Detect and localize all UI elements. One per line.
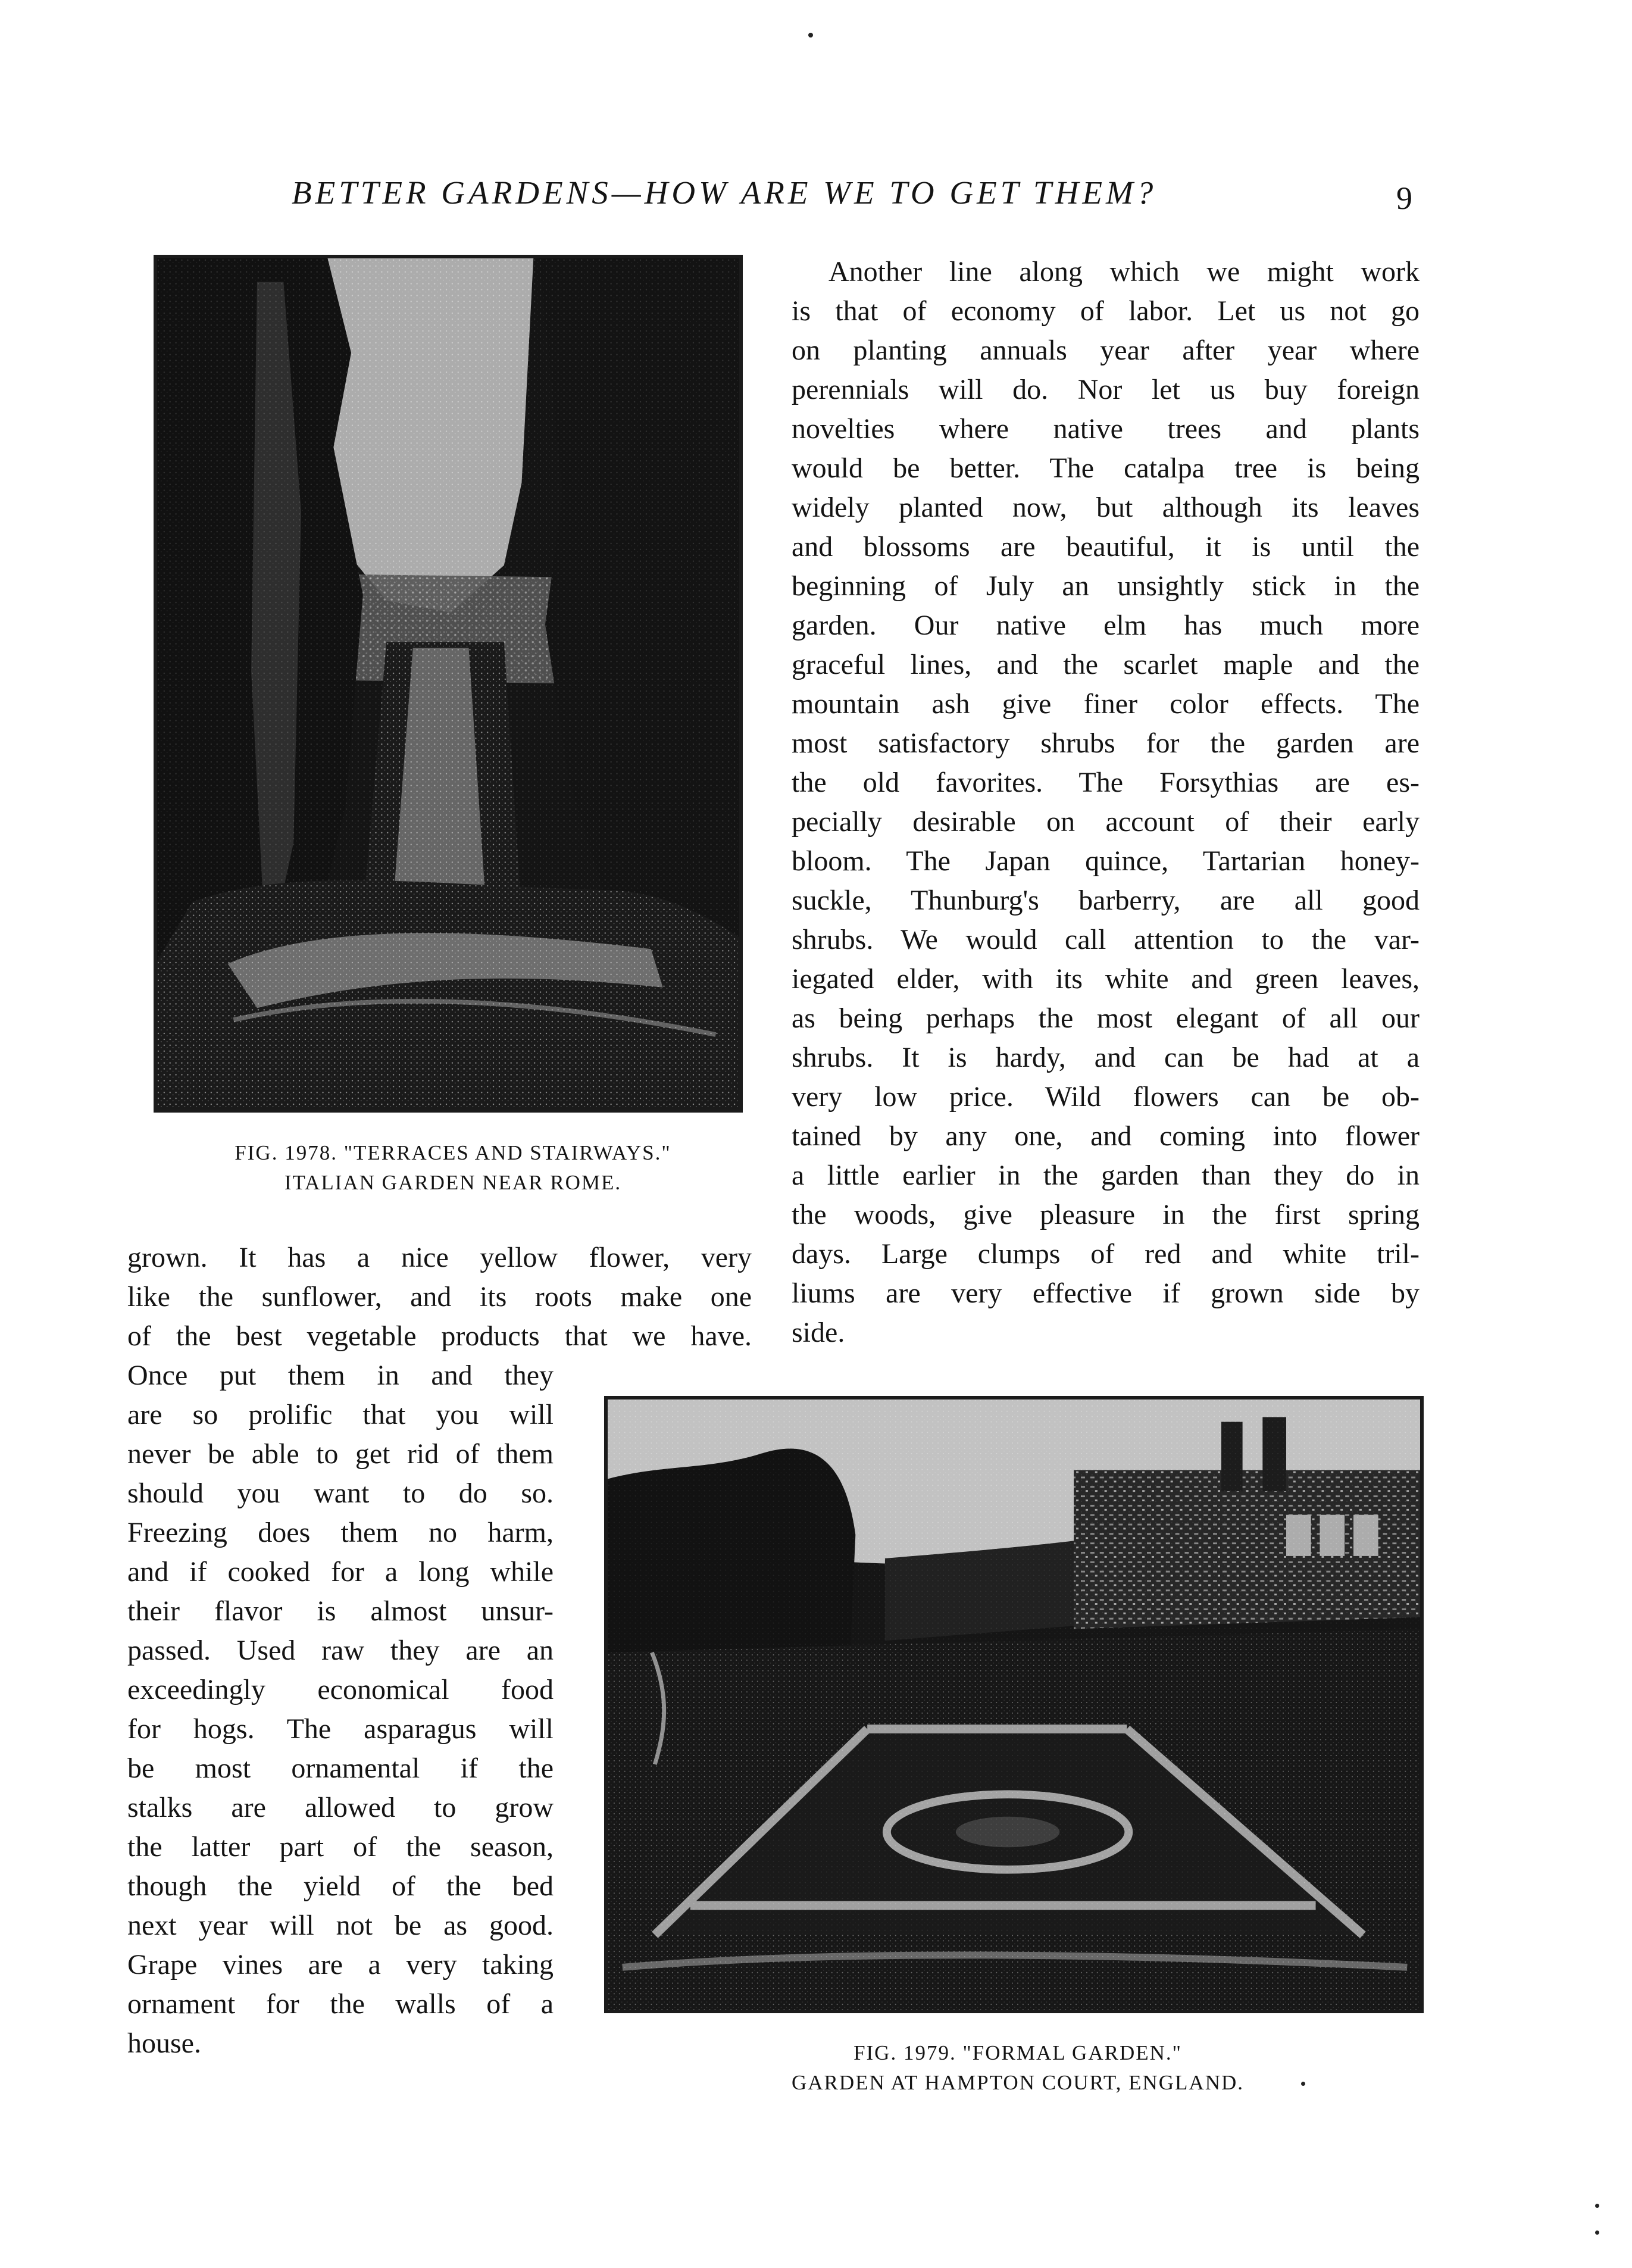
right-column-line: graceful lines, and the scarlet maple and the: [792, 649, 1420, 680]
right-column-line: shrubs. It is hardy, and can be had at a: [792, 1042, 1420, 1073]
left-column-narrow-line: Once put them in and they: [127, 1360, 554, 1391]
left-column-narrow-line: be most ornamental if the: [127, 1752, 554, 1784]
print-speck: [808, 33, 813, 38]
right-column-line: liums are very effective if grown side by: [792, 1277, 1420, 1309]
right-column-line: iegated elder, with its white and green leaves,: [792, 963, 1420, 995]
left-column-narrow-line: stalks are allowed to grow: [127, 1792, 554, 1823]
right-column-line: the old favorites. The Forsythias are es-: [792, 767, 1420, 798]
right-column-line: and blossoms are beautiful, it is until the: [792, 531, 1420, 563]
right-column-line: Another line along which we might work: [828, 256, 1420, 288]
left-column-narrow-line: the latter part of the season,: [127, 1831, 554, 1863]
left-column-narrow-line: though the yield of the bed: [127, 1870, 554, 1902]
figure-1978-caption-title: FIG. 1978. "TERRACES AND STAIRWAYS.": [235, 1141, 671, 1164]
right-column-line: side.: [792, 1317, 845, 1348]
right-column-line: widely planted now, but although its leaves: [792, 492, 1420, 523]
right-column-line: would be better. The catalpa tree is being: [792, 452, 1420, 484]
right-column-line: garden. Our native elm has much more: [792, 610, 1420, 641]
print-speck: [1301, 2082, 1305, 2086]
left-column-narrow-line: never be able to get rid of them: [127, 1438, 554, 1470]
right-column-line: mountain ash give finer color effects. The: [792, 688, 1420, 720]
left-column-narrow-line: ornament for the walls of a: [127, 1988, 554, 2020]
left-column-narrow-line: Grape vines are a very taking: [127, 1949, 554, 1980]
print-speck: [1595, 2204, 1599, 2208]
left-column-narrow-line: passed. Used raw they are an: [127, 1635, 554, 1666]
garden-terrace-photo-art: [157, 258, 739, 1109]
right-column-line: very low price. Wild flowers can be ob-: [792, 1081, 1420, 1113]
right-column-line: as being perhaps the most elegant of all our: [792, 1002, 1420, 1034]
photo-terraces-and-stairways: [154, 255, 743, 1113]
left-column-narrow-line: for hogs. The asparagus will: [127, 1713, 554, 1745]
right-column-line: the woods, give pleasure in the first spring: [792, 1199, 1420, 1230]
right-column-line: pecially desirable on account of their early: [792, 806, 1420, 838]
right-column-line: beginning of July an unsightly stick in the: [792, 570, 1420, 602]
right-column-line: suckle, Thunburg's barberry, are all good: [792, 885, 1420, 916]
right-column-line: novelties where native trees and plants: [792, 413, 1420, 445]
page-number: 9: [1396, 180, 1412, 216]
photo-formal-garden: [604, 1396, 1424, 2013]
right-column-text: [792, 252, 1420, 1352]
figure-1978-caption: [158, 1138, 748, 1198]
left-column-narrow-line: house.: [127, 2028, 201, 2059]
left-column-narrow-line: should you want to do so.: [127, 1477, 554, 1509]
right-column-line: shrubs. We would call attention to the var-: [792, 924, 1420, 955]
left-column-top-line: like the sunflower, and its roots make one: [127, 1281, 752, 1313]
right-column-line: a little earlier in the garden than they do in: [792, 1160, 1420, 1191]
right-column-line: is that of economy of labor. Let us not go: [792, 295, 1420, 327]
right-column-line: tained by any one, and coming into flower: [792, 1120, 1420, 1152]
right-column-line: on planting annuals year after year where: [792, 335, 1420, 366]
figure-1979-caption-location: GARDEN AT HAMPTON COURT, ENGLAND.: [791, 2071, 1245, 2094]
left-column-narrow-line: Freezing does them no harm,: [127, 1517, 554, 1548]
formal-garden-photo-art: [608, 1399, 1420, 2010]
left-column-narrow-line: are so prolific that you will: [127, 1399, 554, 1430]
left-column-narrow-line: exceedingly economical food: [127, 1674, 554, 1705]
right-column-line: most satisfactory shrubs for the garden are: [792, 727, 1420, 759]
figure-1979-caption-title: FIG. 1979. "FORMAL GARDEN.": [853, 2041, 1182, 2064]
left-column-top-text: [127, 1238, 752, 1356]
right-column-line: perennials will do. Nor let us buy foreign: [792, 374, 1420, 405]
left-column-narrow-line: and if cooked for a long while: [127, 1556, 554, 1588]
right-column-line: days. Large clumps of red and white tril-: [792, 1238, 1420, 1270]
left-column-top-line: grown. It has a nice yellow flower, very: [127, 1242, 752, 1273]
left-column-narrow-line: next year will not be as good.: [127, 1910, 554, 1941]
running-title: BETTER GARDENS—HOW ARE WE TO GET THEM?: [292, 174, 1157, 211]
left-column-narrow-line: their flavor is almost unsur-: [127, 1595, 554, 1627]
left-column-narrow-text: [127, 1356, 554, 2063]
right-column-line: bloom. The Japan quince, Tartarian honey-: [792, 845, 1420, 877]
left-column-top-line: of the best vegetable products that we have.: [127, 1320, 752, 1352]
figure-1978-caption-location: ITALIAN GARDEN NEAR ROME.: [284, 1171, 622, 1194]
figure-1979-caption: [607, 2038, 1428, 2098]
print-speck: [1595, 2230, 1599, 2235]
